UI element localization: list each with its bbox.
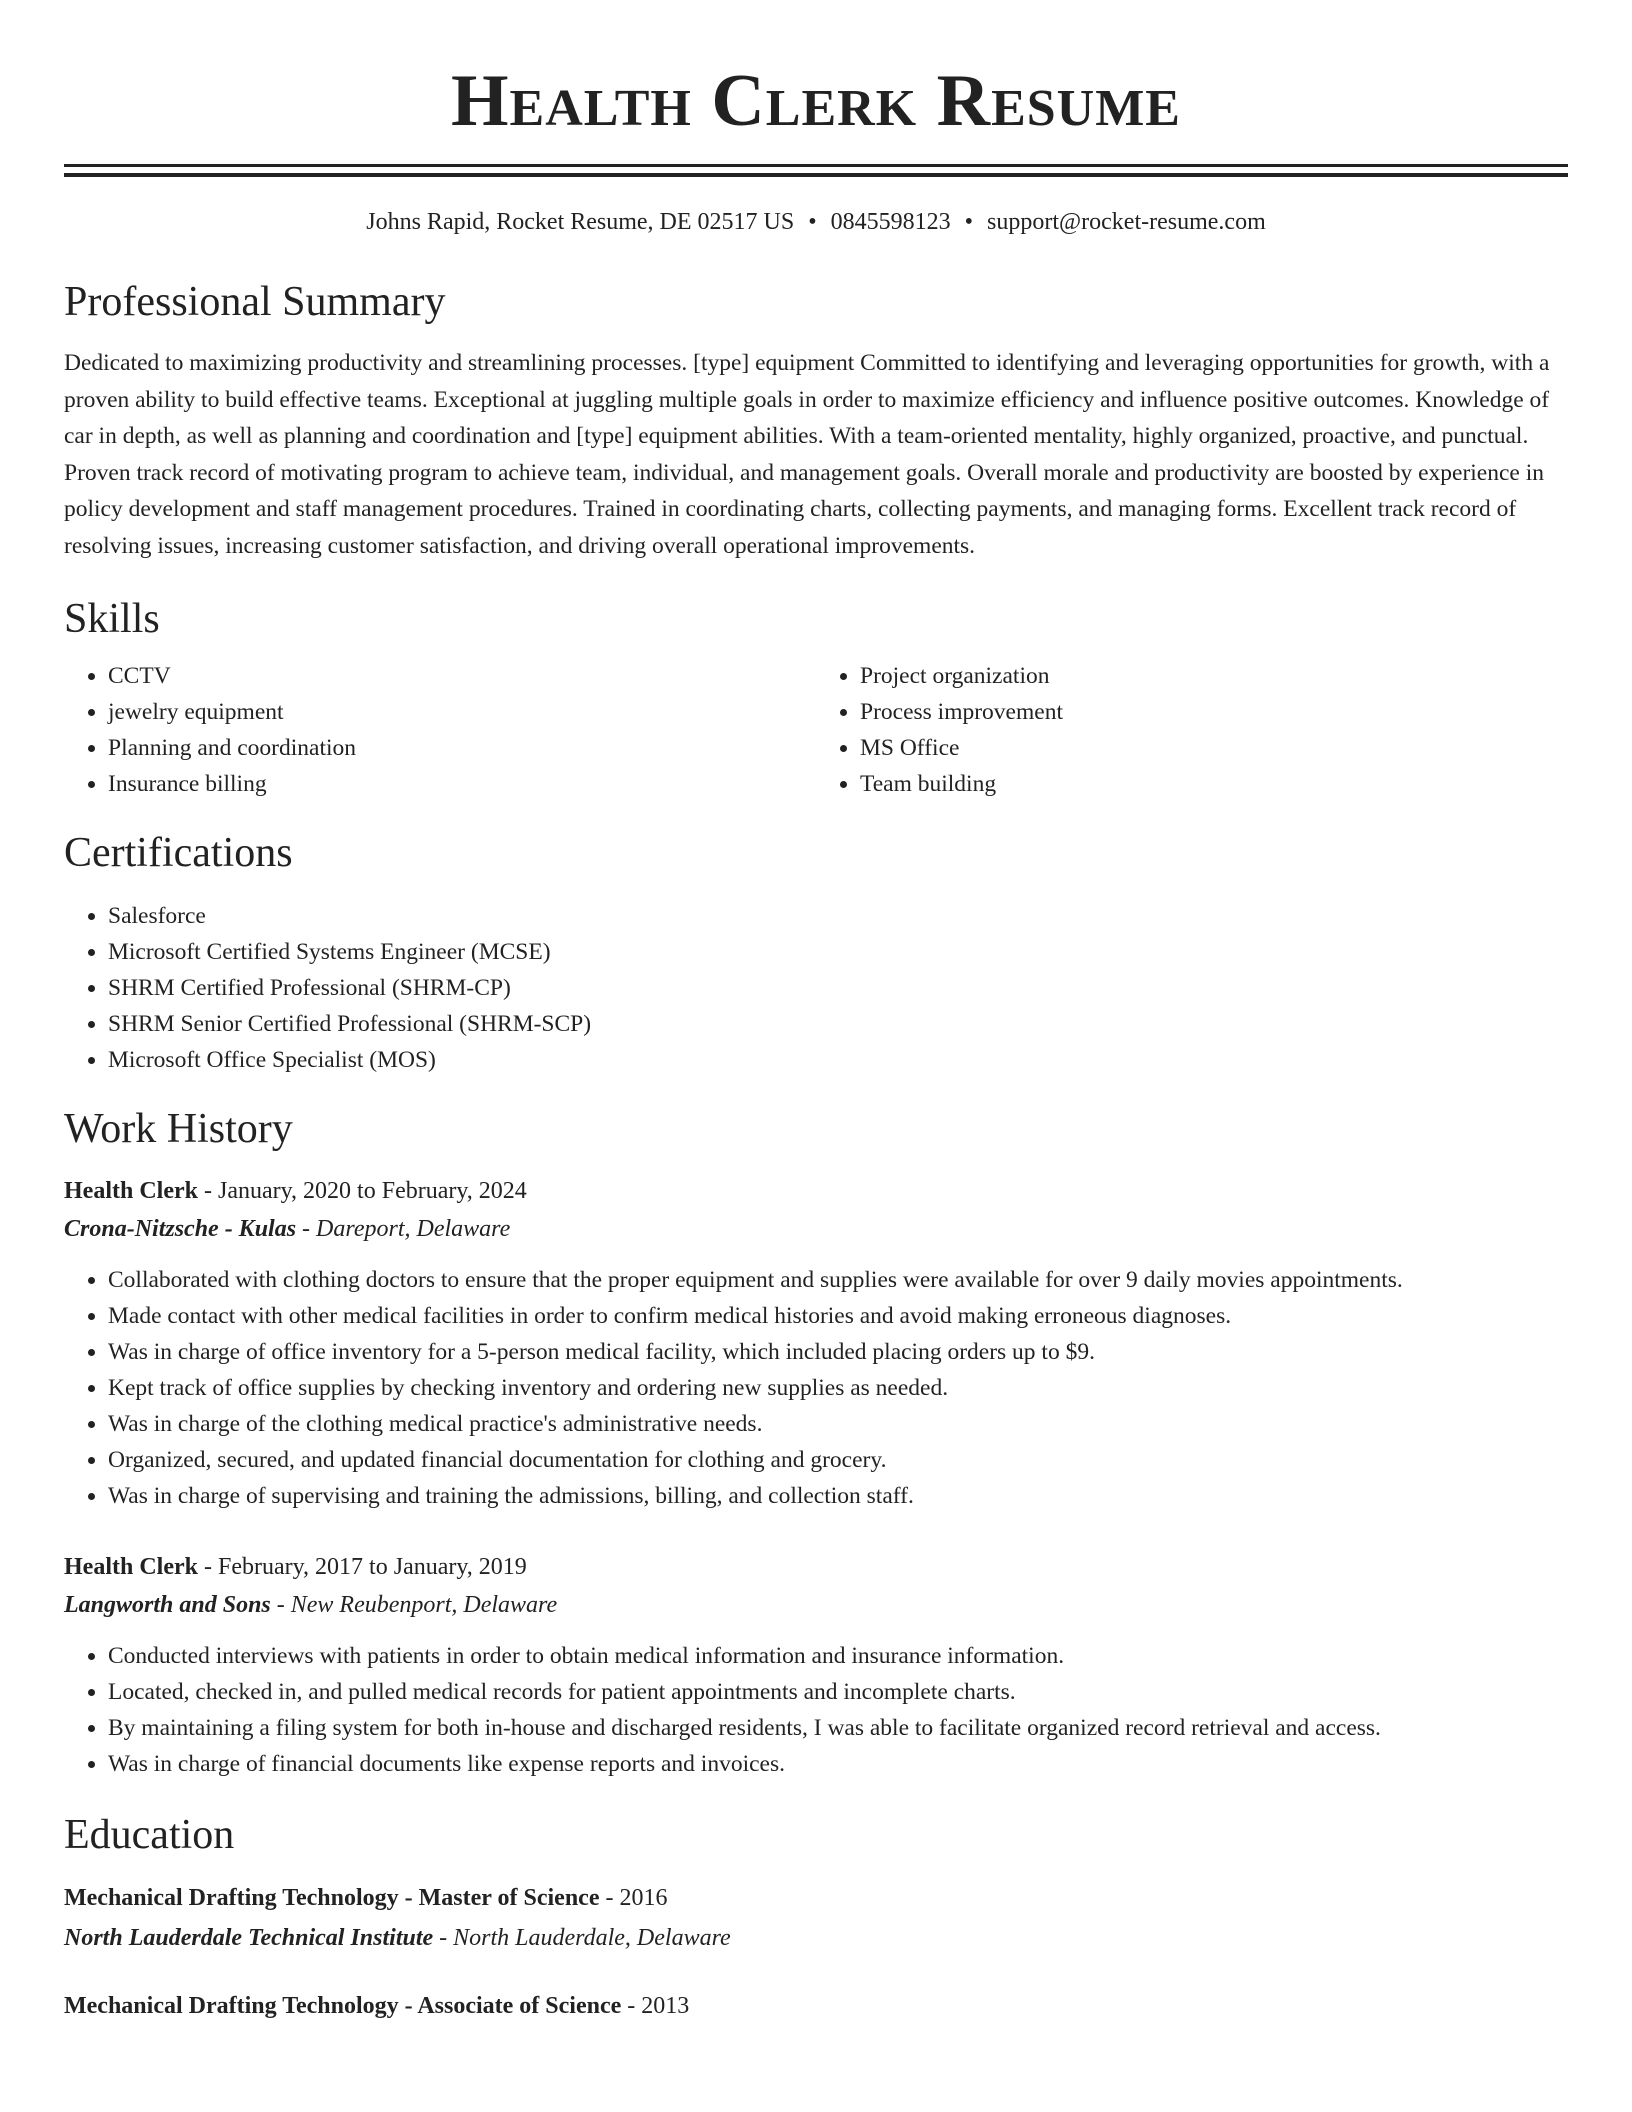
skill-item: • Team building [860, 766, 1568, 802]
job-bullet: • Was in charge of financial documents like expense reports and invoices. [108, 1746, 1568, 1782]
job-bullet: • Kept track of office supplies by checking inventory and ordering new supplies as needed. [108, 1370, 1568, 1406]
summary-text: Dedicated to maximizing productivity and streamlining processes. [type] equipment Committed to identifying and leveraging opportunities for growth, with a proven ability to build effective teams. Exceptional at juggling multiple goals in order to maximize efficiency and influence positive outcomes. Knowledge of car in depth, as well as planning and coordination and [type] equipment abilities. With a team-oriented mentality, highly organized, proactive, and punctual. Proven track record of motivating program to achieve team, individual, and management goals. Overall morale and productivity are boosted by experience in policy development and staff management procedures. Trained in coordinating charts, collecting payments, and managing forms. Excellent track record of resolving issues, increasing customer satisfaction, and driving overall operational improvements. [64, 350, 1550, 559]
contact-line [64, 207, 1568, 237]
certifications-heading: Certifications [64, 830, 293, 876]
certification-item: • Microsoft Certified Systems Engineer (MCSE) [108, 934, 1568, 970]
job-location: - New Reubenport, Delaware [270, 1592, 558, 1618]
contact-email: support@rocket-resume.com [987, 209, 1266, 235]
contact-separator: • [964, 209, 974, 235]
skill-item: • Process improvement [860, 694, 1568, 730]
skill-item: • jewelry equipment [108, 694, 816, 730]
education-degree: Mechanical Drafting Technology - Master of Science [64, 1885, 600, 1911]
skill-item: • MS Office [860, 730, 1568, 766]
skills-list-right [816, 658, 1568, 802]
summary-heading: Professional Summary [64, 279, 446, 325]
education-school: North Lauderdale Technical Institute [64, 1925, 434, 1951]
certification-item: • SHRM Senior Certified Professional (SHRM-SCP) [108, 1006, 1568, 1042]
certification-item: • Microsoft Office Specialist (MOS) [108, 1042, 1568, 1078]
job-dates: - January, 2020 to February, 2024 [197, 1178, 527, 1204]
job-title: Health Clerk [64, 1554, 198, 1580]
job-company: Crona-Nitzsche - Kulas [64, 1216, 297, 1242]
contact-address: Johns Rapid, Rocket Resume, DE 02517 US [366, 209, 795, 235]
job-dates: - February, 2017 to January, 2019 [197, 1554, 527, 1580]
education-school-line [64, 1918, 1568, 1958]
skill-item: • Project organization [860, 658, 1568, 694]
job-title-line [64, 1548, 1568, 1586]
job-title: Health Clerk [64, 1178, 198, 1204]
education-heading: Education [64, 1812, 235, 1858]
job-entry [64, 1548, 1568, 1782]
education-entry [64, 1986, 1568, 2026]
job-bullet: • Was in charge of the clothing medical practice's administrative needs. [108, 1406, 1568, 1442]
job-bullet: • Made contact with other medical facilities in order to confirm medical histories and avoid making erroneous diagnoses. [108, 1298, 1568, 1334]
job-bullet: • Conducted interviews with patients in order to obtain medical information and insurance information. [108, 1638, 1568, 1674]
title-divider-thick [64, 173, 1568, 177]
skill-item: • Planning and coordination [108, 730, 816, 766]
skills-heading: Skills [64, 596, 160, 642]
job-entry [64, 1172, 1568, 1514]
job-title-line [64, 1172, 1568, 1210]
job-company: Langworth and Sons [64, 1592, 271, 1618]
education-year: - 2016 [599, 1885, 668, 1911]
contact-phone: 0845598123 [830, 209, 951, 235]
skills-columns [64, 658, 1568, 802]
education-degree-line [64, 1986, 1568, 2026]
job-bullet: • Located, checked in, and pulled medical records for patient appointments and incomplete charts. [108, 1674, 1568, 1710]
certifications-list [64, 898, 1568, 1078]
job-bullet: • Collaborated with clothing doctors to ensure that the proper equipment and supplies were available for over 9 daily movies appointments. [108, 1262, 1568, 1298]
certification-item: • SHRM Certified Professional (SHRM-CP) [108, 970, 1568, 1006]
skill-item: • Insurance billing [108, 766, 816, 802]
education-degree-line [64, 1878, 1568, 1918]
job-bullet: • Organized, secured, and updated financial documentation for clothing and grocery. [108, 1442, 1568, 1478]
skill-item: • CCTV [108, 658, 816, 694]
education-location: - North Lauderdale, Delaware [433, 1925, 731, 1951]
education-entry [64, 1878, 1568, 1958]
title-divider-thin [64, 164, 1568, 167]
education-year: - 2013 [621, 1993, 690, 2019]
contact-separator: • [808, 209, 817, 235]
job-bullets [64, 1638, 1568, 1782]
job-company-line [64, 1210, 1568, 1248]
job-bullet: • Was in charge of office inventory for a 5-person medical facility, which included placing orders up to $9. [108, 1334, 1568, 1370]
job-bullet: • Was in charge of supervising and training the admissions, billing, and collection staff. [108, 1478, 1568, 1514]
education-degree: Mechanical Drafting Technology - Associate of Science [64, 1993, 622, 2019]
resume-title: Health Clerk Resume [450, 60, 1181, 142]
job-bullets [64, 1262, 1568, 1514]
job-location: - Dareport, Delaware [296, 1216, 511, 1242]
certification-item: • Salesforce [108, 898, 1568, 934]
job-company-line [64, 1586, 1568, 1624]
job-bullet: • By maintaining a filing system for both in-house and discharged residents, I was able to facilitate organized record retrieval and access. [108, 1710, 1568, 1746]
skills-list-left [64, 658, 816, 802]
work-history-heading: Work History [64, 1106, 293, 1152]
